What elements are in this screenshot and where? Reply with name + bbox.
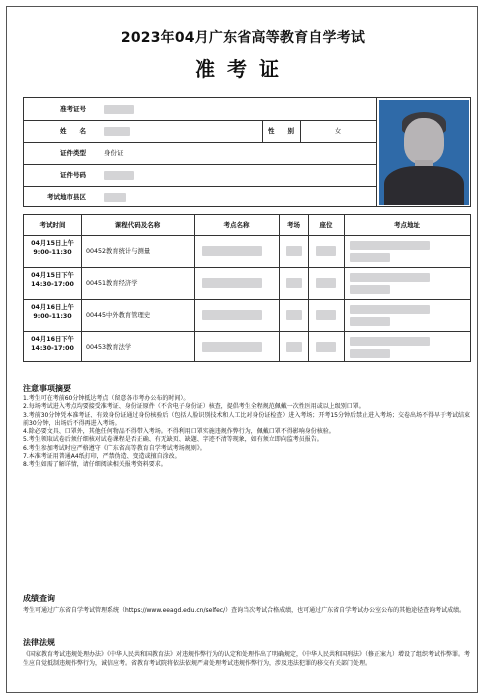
redacted-address-3a — [350, 305, 430, 314]
row-1-time-range: 9:00-11:30 — [33, 249, 72, 256]
row-2-course: 00451教育经济学 — [86, 280, 138, 287]
redacted-address-2a — [350, 273, 430, 282]
score-section-text: 考生可通过广东省自学考试管理系统（https://www.eeagd.edu.cn/selfec/）查询当次考试合格成绩，也可通过广东省自学考试办公室公布的其他途径查询考试成绩。 — [23, 607, 466, 614]
redacted-seat-3 — [316, 310, 336, 320]
id-type-value: 身份证 — [104, 149, 124, 157]
col-header-seat: 座位 — [319, 221, 333, 229]
redacted-venue-4 — [202, 342, 262, 352]
notice-item: 1.考生可在考前60分钟抵达考点（留意各市考办公布的时间）。 — [23, 395, 190, 402]
id-number-label: 证件号码 — [60, 171, 86, 179]
info-row-exam-region — [24, 186, 374, 208]
redacted-room-4 — [286, 342, 302, 352]
exam-region-value — [100, 186, 126, 208]
info-row-ticket-number — [24, 98, 374, 120]
doc-subtitle: 准考证 — [195, 57, 291, 81]
row-4-date: 04月16日下午 — [31, 336, 74, 343]
redacted-id-number — [104, 171, 134, 180]
redacted-room-2 — [286, 278, 302, 288]
row-1-date: 04月15日上午 — [31, 240, 74, 247]
redacted-venue-1 — [202, 246, 262, 256]
redacted-ticket-number — [104, 105, 134, 114]
info-row-id-type — [24, 142, 374, 164]
row-3-date: 04月16日上午 — [31, 304, 74, 311]
exam-schedule-table — [23, 214, 471, 362]
redacted-address-1a — [350, 241, 430, 250]
redacted-address-4a — [350, 337, 430, 346]
notice-item: 5.考生领取试卷后须仔细核对试卷课程是否正确、有无缺页、缺题、字迹不清等现象，如有须立即向监考员报告。 — [23, 436, 323, 444]
row-1-course: 00452教育统计与测量 — [86, 248, 151, 255]
row-2-time-range: 14:30-17:00 — [31, 281, 74, 288]
table-row-3-time — [24, 303, 81, 321]
redacted-seat-4 — [316, 342, 336, 352]
gender-label: 性 别 — [268, 127, 294, 135]
candidate-info-table — [23, 97, 471, 207]
notice-item: 6.考生参加考试时应严格遵守《广东省高等教育自学考试考场规则》。 — [23, 444, 206, 452]
ticket-number-value — [100, 98, 134, 120]
redacted-address-2b — [350, 285, 390, 294]
law-section-text: 《国家教育考试违规处理办法》《中华人民共和国教育法》对违规作弊行为的认定和处理作出了明确规定，《中华人民共和国刑法》（修正案九）增设了组织考试作弊罪。考生应自觉抵制违规作弊行为，诚信应考。省教育考试院将依法依规严肃处理考试违规作弊行为，涉及违法犯罪的移交有关部门处理。 — [23, 651, 471, 667]
row-3-time-range: 9:00-11:30 — [33, 313, 72, 320]
exam-region-label: 考试地市县区 — [47, 193, 86, 201]
gender-value: 女 — [334, 127, 342, 135]
row-4-course: 00453教育法学 — [86, 344, 132, 351]
redacted-seat-2 — [316, 278, 336, 288]
row-2-date: 04月15日下午 — [31, 272, 74, 279]
redacted-venue-2 — [202, 278, 262, 288]
candidate-photo — [379, 100, 469, 205]
redacted-room-1 — [286, 246, 302, 256]
redacted-seat-1 — [316, 246, 336, 256]
law-section-title: 法律法规 — [23, 638, 55, 647]
notice-item: 4.除必要文具、口罩外，其他任何物品不得带入考场。不得利用口罩实施违规作弊行为，佩戴口罩不得影响身份核验。 — [23, 428, 335, 436]
row-3-course: 00445中外教育管理史 — [86, 312, 151, 319]
col-header-venue: 考点名称 — [223, 221, 250, 229]
name-label: 姓 名 — [60, 127, 86, 135]
name-value — [100, 120, 130, 142]
notices-list — [23, 395, 473, 470]
info-gender — [262, 120, 376, 142]
table-row-2-time — [24, 271, 81, 289]
photo-face-pixelated — [404, 118, 444, 164]
redacted-address-3b — [350, 317, 390, 326]
score-section-title: 成绩查询 — [23, 594, 55, 603]
redacted-venue-3 — [202, 310, 262, 320]
redacted-address-1b — [350, 253, 390, 262]
redacted-address-4b — [350, 349, 390, 358]
notice-item: 7.本准考证用普通A4纸打印，严禁伪造、变造或擅自涂改。 — [23, 453, 181, 461]
admission-ticket-sheet — [6, 6, 478, 693]
doc-title: 2023年04月广东省高等教育自学考试 — [120, 30, 366, 46]
redacted-region — [104, 193, 126, 202]
row-4-time-range: 14:30-17:00 — [31, 345, 74, 352]
notices-title: 注意事项摘要 — [23, 384, 71, 393]
table-row-4-time — [24, 335, 81, 353]
table-row-1-time — [24, 239, 81, 257]
ticket-number-label: 准考证号 — [60, 105, 86, 113]
id-number-value — [100, 164, 134, 186]
col-header-address: 考点地址 — [394, 221, 420, 229]
id-type-label: 证件类型 — [60, 149, 86, 157]
notice-item: 3.考前30分钟凭本准考证、有效身份证通过身份核验后（包括人脸识别技术和人工比对身份证检查）进入考场；开考15分钟后禁止进入考场；交卷出场不得早于考试结束前30分钟，出场后不得再进入考场。 — [23, 411, 470, 427]
info-row-id-number — [24, 164, 374, 186]
notice-item: 8.考生如需了解详情，请仔细阅读相关报考资料要求。 — [23, 461, 167, 469]
photo-body — [384, 166, 464, 205]
col-header-room: 考场 — [287, 221, 300, 229]
notice-item: 2.每场考试进入考点均要接受准考证、身份证原件（不含电子身份证）核查，提倡考生全程规范佩戴一次性医用或以上级别口罩。 — [23, 403, 365, 411]
redacted-name — [104, 127, 130, 136]
col-header-course: 课程代码及名称 — [114, 221, 161, 229]
redacted-room-3 — [286, 310, 302, 320]
col-header-exam-time: 考试时间 — [39, 221, 66, 229]
